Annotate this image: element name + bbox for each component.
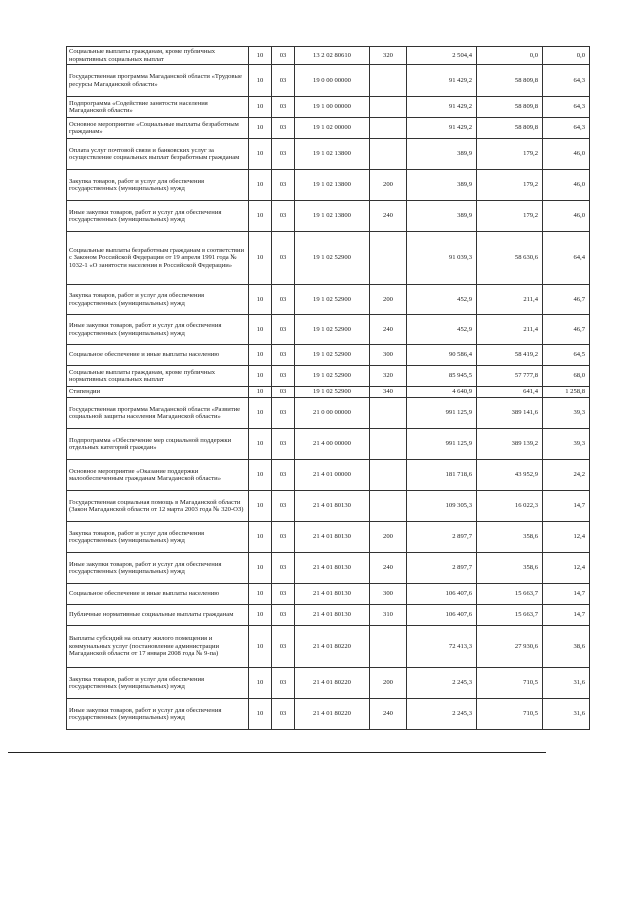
cell-sub: 03 (272, 97, 295, 118)
cell-sec: 10 (249, 315, 272, 345)
cell-pct: 14,7 (543, 584, 590, 605)
cell-name: Основное мероприятие «Оказание поддержки малообеспеченным гражданам Магаданской области» (67, 460, 249, 491)
cell-pct: 64,5 (543, 345, 590, 366)
cell-sec: 10 (249, 366, 272, 387)
cell-fact: 58 630,6 (477, 232, 543, 285)
cell-plan: 181 718,6 (407, 460, 477, 491)
cell-code: 21 4 00 00000 (295, 429, 370, 460)
cell-kind: 240 (370, 315, 407, 345)
cell-code: 21 4 01 80220 (295, 626, 370, 668)
cell-name: Социальные выплаты гражданам, кроме публичных нормативных социальных выплат (67, 47, 249, 65)
cell-kind: 340 (370, 387, 407, 398)
budget-table (66, 46, 590, 730)
cell-pct: 12,4 (543, 553, 590, 584)
cell-sub: 03 (272, 460, 295, 491)
cell-sec: 10 (249, 668, 272, 699)
cell-code: 19 1 02 13800 (295, 170, 370, 201)
cell-sub: 03 (272, 232, 295, 285)
cell-name: Подпрограмма «Содействие занятости населения Магаданской области» (67, 97, 249, 118)
cell-kind: 300 (370, 584, 407, 605)
table-row (67, 668, 590, 699)
cell-kind (370, 460, 407, 491)
cell-kind: 200 (370, 170, 407, 201)
cell-code: 19 1 02 52900 (295, 232, 370, 285)
cell-kind (370, 626, 407, 668)
cell-kind (370, 232, 407, 285)
cell-sec: 10 (249, 605, 272, 626)
cell-code: 21 4 01 80130 (295, 605, 370, 626)
cell-fact: 58 809,8 (477, 97, 543, 118)
cell-plan: 109 305,3 (407, 491, 477, 522)
cell-kind: 240 (370, 553, 407, 584)
cell-fact: 15 663,7 (477, 584, 543, 605)
cell-kind: 200 (370, 522, 407, 553)
cell-plan: 91 429,2 (407, 118, 477, 139)
cell-sub: 03 (272, 522, 295, 553)
cell-plan: 90 586,4 (407, 345, 477, 366)
cell-sec: 10 (249, 65, 272, 97)
cell-pct: 31,6 (543, 699, 590, 730)
cell-code: 19 1 02 13800 (295, 139, 370, 170)
cell-sub: 03 (272, 626, 295, 668)
table-row (67, 522, 590, 553)
cell-name: Закупка товаров, работ и услуг для обеспечения государственных (муниципальных) нужд (67, 522, 249, 553)
table-row (67, 387, 590, 398)
table-row (67, 139, 590, 170)
cell-code: 21 4 01 80130 (295, 522, 370, 553)
cell-kind (370, 429, 407, 460)
cell-sec: 10 (249, 553, 272, 584)
cell-fact: 15 663,7 (477, 605, 543, 626)
cell-pct: 64,3 (543, 65, 590, 97)
table-row (67, 584, 590, 605)
table-row (67, 491, 590, 522)
cell-pct: 64,3 (543, 97, 590, 118)
cell-plan: 91 429,2 (407, 65, 477, 97)
cell-pct: 46,0 (543, 201, 590, 232)
cell-plan: 2 897,7 (407, 553, 477, 584)
cell-sec: 10 (249, 398, 272, 429)
cell-pct: 39,3 (543, 429, 590, 460)
footer-divider (8, 752, 546, 753)
cell-kind (370, 139, 407, 170)
cell-plan: 2 897,7 (407, 522, 477, 553)
cell-code: 19 1 00 00000 (295, 97, 370, 118)
cell-fact: 27 930,6 (477, 626, 543, 668)
cell-plan: 389,9 (407, 139, 477, 170)
cell-sub: 03 (272, 47, 295, 65)
cell-sub: 03 (272, 553, 295, 584)
cell-fact: 58 809,8 (477, 118, 543, 139)
table-row (67, 429, 590, 460)
cell-plan: 389,9 (407, 170, 477, 201)
cell-name: Социальное обеспечение и иные выплаты населению (67, 584, 249, 605)
cell-sub: 03 (272, 345, 295, 366)
cell-sec: 10 (249, 584, 272, 605)
cell-name: Стипендии (67, 387, 249, 398)
cell-plan: 452,9 (407, 315, 477, 345)
cell-name: Закупка товаров, работ и услуг для обеспечения государственных (муниципальных) нужд (67, 668, 249, 699)
table-row (67, 65, 590, 97)
cell-pct: 31,6 (543, 668, 590, 699)
cell-name: Подпрограмма «Обеспечение мер социальной поддержки отдельных категорий граждан» (67, 429, 249, 460)
cell-kind: 320 (370, 47, 407, 65)
cell-pct: 64,4 (543, 232, 590, 285)
cell-sub: 03 (272, 491, 295, 522)
cell-sec: 10 (249, 232, 272, 285)
cell-code: 21 4 01 80130 (295, 584, 370, 605)
cell-plan: 106 407,6 (407, 584, 477, 605)
cell-fact: 710,5 (477, 668, 543, 699)
cell-sec: 10 (249, 460, 272, 491)
cell-code: 19 1 02 00000 (295, 118, 370, 139)
cell-kind: 200 (370, 668, 407, 699)
cell-kind: 240 (370, 201, 407, 232)
cell-sub: 03 (272, 668, 295, 699)
table-row (67, 605, 590, 626)
table-row (67, 460, 590, 491)
table-row (67, 97, 590, 118)
cell-fact: 58 809,8 (477, 65, 543, 97)
cell-pct: 14,7 (543, 491, 590, 522)
cell-sub: 03 (272, 315, 295, 345)
cell-fact: 58 419,2 (477, 345, 543, 366)
cell-fact: 43 952,9 (477, 460, 543, 491)
cell-sec: 10 (249, 285, 272, 315)
cell-pct: 46,7 (543, 285, 590, 315)
cell-pct: 46,0 (543, 139, 590, 170)
cell-sec: 10 (249, 201, 272, 232)
cell-plan: 4 640,9 (407, 387, 477, 398)
cell-sub: 03 (272, 65, 295, 97)
cell-name: Публичные нормативные социальные выплаты гражданам (67, 605, 249, 626)
cell-code: 21 4 01 80130 (295, 553, 370, 584)
cell-name: Иные закупки товаров, работ и услуг для обеспечения государственных (муниципальных) нужд (67, 553, 249, 584)
cell-pct: 14,7 (543, 605, 590, 626)
table-row (67, 366, 590, 387)
cell-code: 19 1 02 52900 (295, 315, 370, 345)
cell-sub: 03 (272, 285, 295, 315)
table-row (67, 699, 590, 730)
cell-sub: 03 (272, 699, 295, 730)
cell-sub: 03 (272, 139, 295, 170)
cell-fact: 389 139,2 (477, 429, 543, 460)
cell-pct: 39,3 (543, 398, 590, 429)
cell-pct: 68,0 (543, 366, 590, 387)
cell-sec: 10 (249, 626, 272, 668)
cell-sub: 03 (272, 387, 295, 398)
cell-plan: 2 245,3 (407, 668, 477, 699)
table-row (67, 201, 590, 232)
table-row (67, 118, 590, 139)
cell-name: Государственная программа Магаданской области «Развитие социальной защиты населения Магаданской области» (67, 398, 249, 429)
cell-code: 21 4 01 80220 (295, 668, 370, 699)
cell-fact: 211,4 (477, 285, 543, 315)
cell-code: 19 1 02 52900 (295, 285, 370, 315)
cell-pct: 24,2 (543, 460, 590, 491)
cell-plan: 991 125,9 (407, 429, 477, 460)
cell-plan: 991 125,9 (407, 398, 477, 429)
cell-code: 19 1 02 13800 (295, 201, 370, 232)
table-body (67, 47, 590, 730)
cell-sub: 03 (272, 170, 295, 201)
cell-sec: 10 (249, 139, 272, 170)
cell-name: Иные закупки товаров, работ и услуг для обеспечения государственных (муниципальных) нужд (67, 201, 249, 232)
cell-pct: 12,4 (543, 522, 590, 553)
cell-sec: 10 (249, 522, 272, 553)
table-row (67, 170, 590, 201)
table-row (67, 626, 590, 668)
cell-code: 21 0 00 00000 (295, 398, 370, 429)
table-row (67, 47, 590, 65)
cell-plan: 106 407,6 (407, 605, 477, 626)
cell-code: 21 4 01 80220 (295, 699, 370, 730)
cell-sec: 10 (249, 47, 272, 65)
cell-fact: 710,5 (477, 699, 543, 730)
cell-sec: 10 (249, 699, 272, 730)
cell-sub: 03 (272, 429, 295, 460)
cell-kind (370, 398, 407, 429)
cell-name: Иные закупки товаров, работ и услуг для обеспечения государственных (муниципальных) нужд (67, 315, 249, 345)
cell-name: Выплаты субсидий на оплату жилого помещения и коммунальных услуг (постановление администрации Магаданской области от 17 января 2008 года № 9-па) (67, 626, 249, 668)
cell-code: 19 1 02 52900 (295, 345, 370, 366)
table-row (67, 285, 590, 315)
cell-code: 19 1 02 52900 (295, 366, 370, 387)
cell-fact: 211,4 (477, 315, 543, 345)
cell-sub: 03 (272, 605, 295, 626)
cell-pct: 46,0 (543, 170, 590, 201)
cell-name: Социальные выплаты безработным гражданам в соответствии с Законом Российской Федерации от 19 апреля 1991 года № 1032-1 «О занятости населения в Российской Федерации» (67, 232, 249, 285)
cell-fact: 0,0 (477, 47, 543, 65)
cell-fact: 179,2 (477, 201, 543, 232)
table-row (67, 553, 590, 584)
cell-kind: 320 (370, 366, 407, 387)
cell-kind (370, 65, 407, 97)
cell-fact: 358,6 (477, 553, 543, 584)
cell-pct: 1 258,8 (543, 387, 590, 398)
cell-fact: 641,4 (477, 387, 543, 398)
cell-kind: 300 (370, 345, 407, 366)
cell-sec: 10 (249, 97, 272, 118)
cell-sec: 10 (249, 345, 272, 366)
cell-code: 21 4 01 00000 (295, 460, 370, 491)
cell-kind: 310 (370, 605, 407, 626)
table-row (67, 345, 590, 366)
budget-table-sheet (66, 46, 589, 730)
cell-name: Закупка товаров, работ и услуг для обеспечения государственных (муниципальных) нужд (67, 285, 249, 315)
cell-name: Оплата услуг почтовой связи и банковских услуг за осуществление социальных выплат безработным гражданам (67, 139, 249, 170)
cell-fact: 16 022,3 (477, 491, 543, 522)
cell-plan: 91 429,2 (407, 97, 477, 118)
cell-plan: 2 504,4 (407, 47, 477, 65)
cell-pct: 0,0 (543, 47, 590, 65)
cell-name: Основное мероприятие «Социальные выплаты безработным гражданам» (67, 118, 249, 139)
cell-kind (370, 118, 407, 139)
cell-fact: 358,6 (477, 522, 543, 553)
cell-pct: 38,6 (543, 626, 590, 668)
cell-plan: 389,9 (407, 201, 477, 232)
cell-fact: 389 141,6 (477, 398, 543, 429)
cell-name: Закупка товаров, работ и услуг для обеспечения государственных (муниципальных) нужд (67, 170, 249, 201)
cell-name: Социальное обеспечение и иные выплаты населению (67, 345, 249, 366)
cell-sec: 10 (249, 491, 272, 522)
cell-fact: 179,2 (477, 139, 543, 170)
cell-plan: 452,9 (407, 285, 477, 315)
cell-kind (370, 491, 407, 522)
cell-code: 21 4 01 80130 (295, 491, 370, 522)
cell-plan: 2 245,3 (407, 699, 477, 730)
cell-sub: 03 (272, 584, 295, 605)
table-row (67, 315, 590, 345)
cell-sub: 03 (272, 366, 295, 387)
cell-plan: 85 945,5 (407, 366, 477, 387)
cell-code: 19 0 00 00000 (295, 65, 370, 97)
cell-fact: 57 777,8 (477, 366, 543, 387)
cell-sub: 03 (272, 118, 295, 139)
cell-sec: 10 (249, 429, 272, 460)
cell-fact: 179,2 (477, 170, 543, 201)
table-row (67, 232, 590, 285)
cell-code: 19 1 02 52900 (295, 387, 370, 398)
cell-sec: 10 (249, 387, 272, 398)
cell-code: 13 2 02 80610 (295, 47, 370, 65)
cell-sub: 03 (272, 398, 295, 429)
cell-plan: 72 413,3 (407, 626, 477, 668)
cell-name: Иные закупки товаров, работ и услуг для обеспечения государственных (муниципальных) нужд (67, 699, 249, 730)
cell-name: Социальные выплаты гражданам, кроме публичных нормативных социальных выплат (67, 366, 249, 387)
table-row (67, 398, 590, 429)
cell-pct: 64,3 (543, 118, 590, 139)
cell-sec: 10 (249, 118, 272, 139)
cell-sec: 10 (249, 170, 272, 201)
cell-plan: 91 039,3 (407, 232, 477, 285)
cell-pct: 46,7 (543, 315, 590, 345)
cell-kind: 240 (370, 699, 407, 730)
cell-name: Государственная социальная помощь в Магаданской области (Закон Магаданской области от 12 марта 2003 года № 320-ОЗ) (67, 491, 249, 522)
cell-kind (370, 97, 407, 118)
cell-name: Государственная программа Магаданской области «Трудовые ресурсы Магаданской области» (67, 65, 249, 97)
cell-kind: 200 (370, 285, 407, 315)
cell-sub: 03 (272, 201, 295, 232)
